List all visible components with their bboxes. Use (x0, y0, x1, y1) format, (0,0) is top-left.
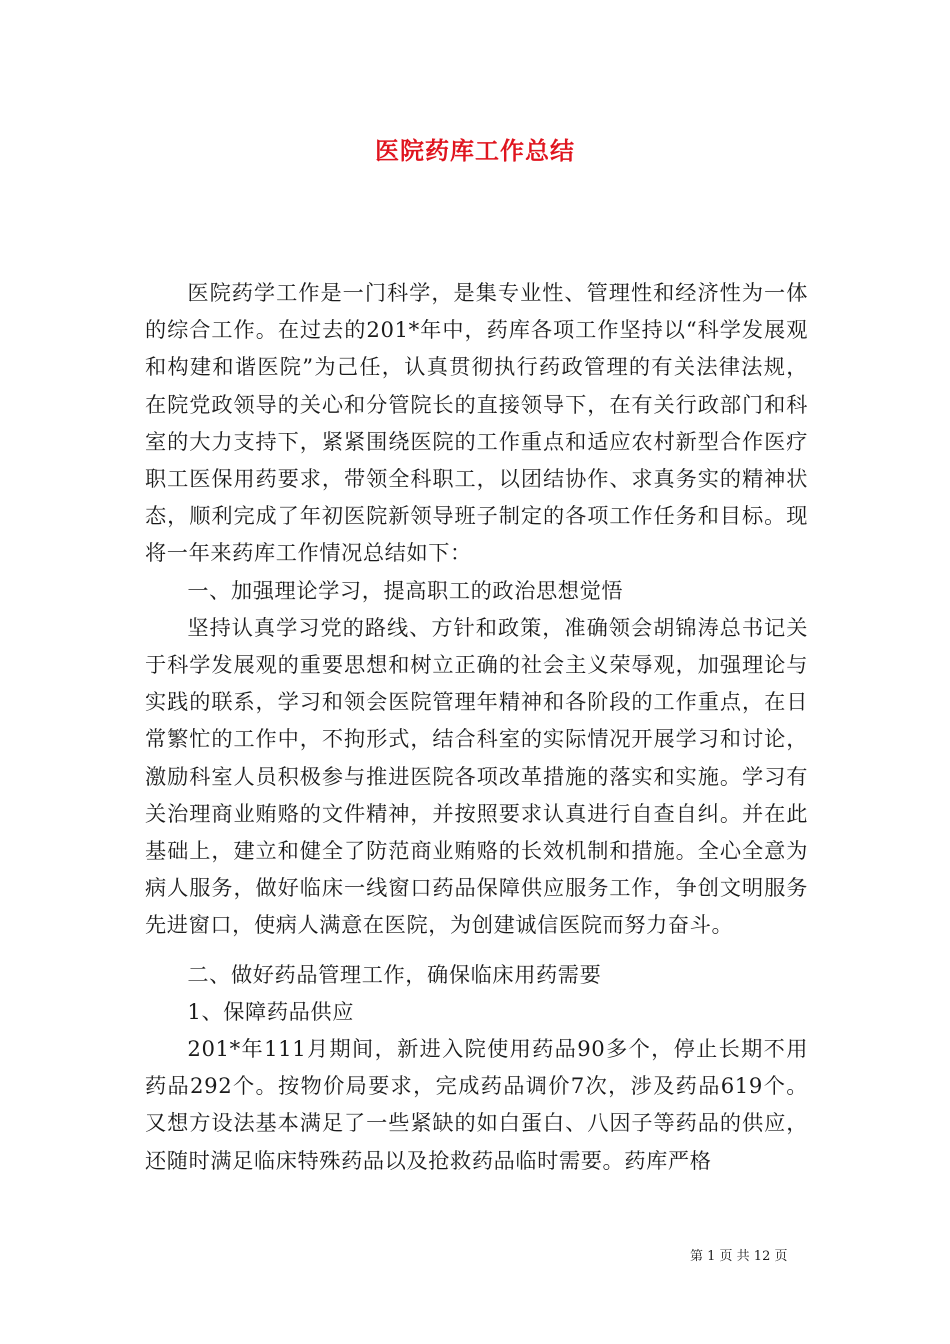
document-title: 医院药库工作总结 (375, 136, 575, 165)
page-number-footer: 第 1 页 共 12 页 (690, 1249, 788, 1264)
subsection-heading-2-1: 1、保障药品供应 (187, 998, 354, 1024)
section-heading-1: 一、加强理论学习，提高职工的政治思想觉悟 (187, 577, 624, 603)
document-body (145, 274, 808, 1179)
section-heading-2: 二、做好药品管理工作，确保临床用药需要 (187, 961, 602, 987)
paragraph-intro: 医院药学工作是一门科学，是集专业性、管理性和经济性为一体的综合工作。在过去的201*年中，药库各项工作坚持以“科学发展观和构建和谐医院”为己任，认真贯彻执行药政管理的有关法律法规，在院党政领导的关心和分管院长的直接领导下，在有关行政部门和科室的大力支持下，紧紧围绕医院的工作重点和适应农村新型合作医疗职工医保用药要求，带领全科职工，以团结协作、求真务实的精神状态，顺利完成了年初医院新领导班子制定的各项工作任务和目标。现将一年来药库工作情况总结如下： (145, 280, 808, 566)
paragraph-section-2-1: 201*年111月期间，新进入院使用药品90多个，停止长期不用药品292个。按物价局要求，完成药品调价7次，涉及药品619个。又想方设法基本满足了一些紧缺的如白蛋白、八因子等药品的供应，还随时满足临床特殊药品以及抢救药品临时需要。药库严格 (145, 1036, 808, 1173)
paragraph-section-1: 坚持认真学习党的路线、方针和政策，准确领会胡锦涛总书记关于科学发展观的重要思想和树立正确的社会主义荣辱观，加强理论与实践的联系，学习和领会医院管理年精神和各阶段的工作重点，在日常繁忙的工作中，不拘形式，结合科室的实际情况开展学习和讨论，激励科室人员积极参与推进医院各项改革措施的落实和实施。学习有关治理商业贿赂的文件精神，并按照要求认真进行自查自纠。并在此基础上，建立和健全了防范商业贿赂的长效机制和措施。全心全意为病人服务，做好临床一线窗口药品保障供应服务工作，争创文明服务先进窗口，使病人满意在医院，为创建诚信医院而努力奋斗。 (145, 614, 808, 938)
